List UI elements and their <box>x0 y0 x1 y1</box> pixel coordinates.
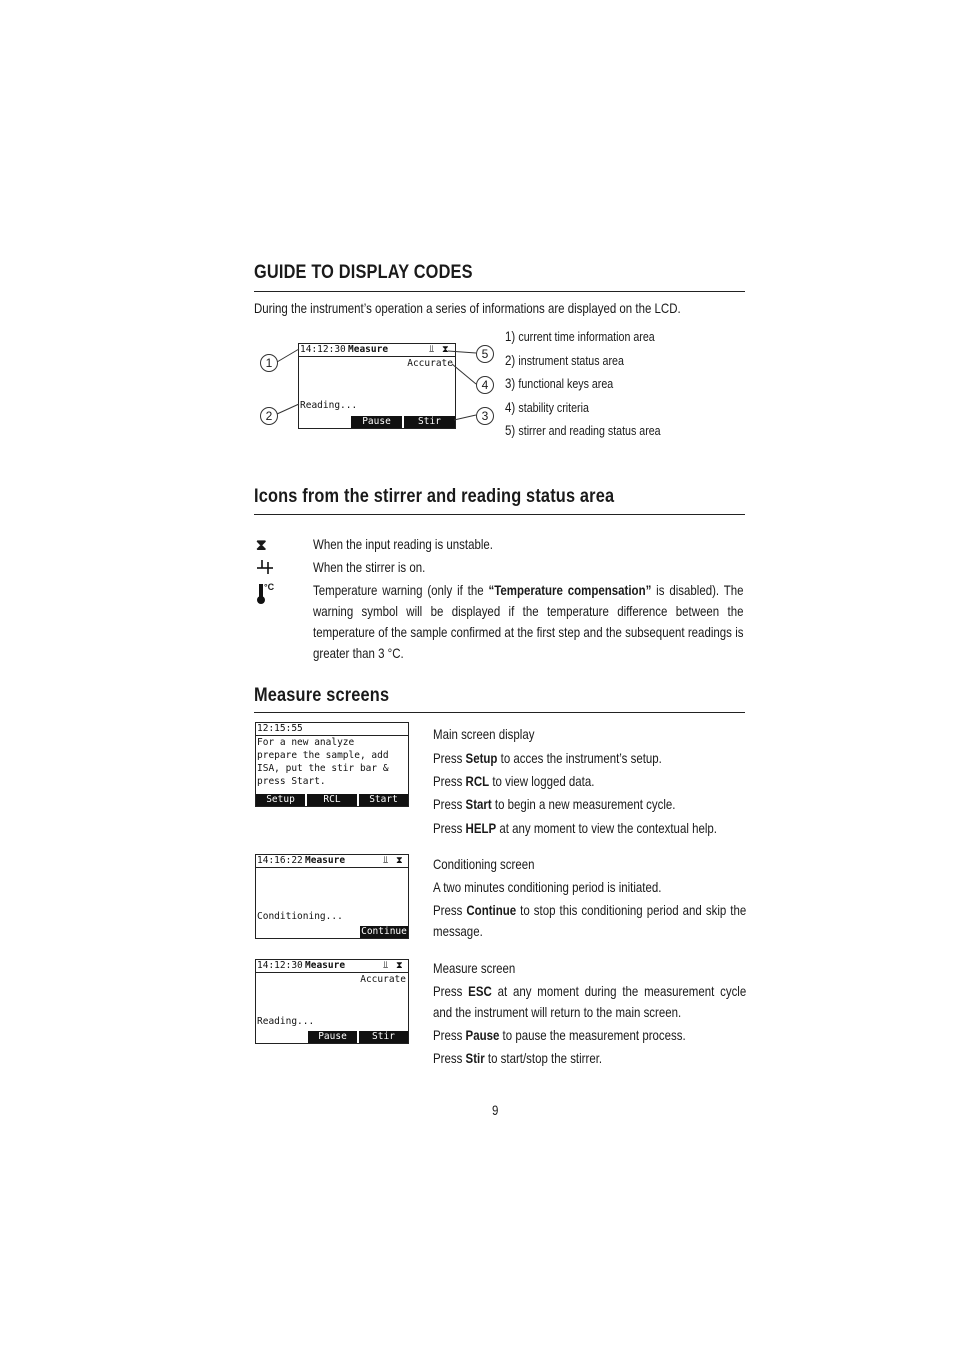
lcd-line: press Start. <box>257 776 326 787</box>
esc-instruction: Press ESC at any moment during the measurement cycle and the instrument will return to the main screen. <box>433 983 747 1020</box>
conditioning-text: A two minutes conditioning period is initiated. <box>433 879 662 895</box>
lcd-mode: Measure <box>305 855 346 866</box>
lcd-key-setup: Setup <box>256 794 305 806</box>
lcd-key-stir: Stir <box>404 416 455 428</box>
hourglass-icon: ⧗ <box>396 855 403 866</box>
stirrer-icon: ⫫ <box>383 960 389 971</box>
section-rule <box>254 514 745 515</box>
instruction-line: Press Start to begin a new measurement cycle. <box>433 796 676 812</box>
lcd-mode: Measure <box>305 960 346 971</box>
conditioning-heading: Conditioning screen <box>433 856 535 872</box>
temperature-warning-icon: °C <box>256 582 278 606</box>
section-title-display-codes: GUIDE TO DISPLAY CODES <box>254 262 473 283</box>
temperature-warning-text: Temperature warning (only if the “Temperature compensation” is disabled). The warning symbol will be displayed if the temperature difference between the temperature of the sample confirmed at the first step and the subsequent readings is greater than 3 °C. <box>313 582 744 661</box>
hourglass-icon: ⧗ <box>396 960 403 971</box>
callout-2: 2 <box>260 407 278 425</box>
instruction-line: Press Setup to acces the instrument’s setup. <box>433 750 662 766</box>
instruction-line: Press Pause to pause the measurement process. <box>433 1027 686 1043</box>
callout-1: 1 <box>260 354 278 372</box>
section-rule <box>254 712 745 713</box>
lcd-key-pause: Pause <box>308 1031 357 1043</box>
callout-5: 5 <box>476 345 494 363</box>
measure-screen-heading: Measure screen <box>433 960 516 976</box>
legend-item: 2) instrument status area <box>505 352 624 368</box>
intro-text: During the instrument’s operation a series of informations are displayed on the LCD. <box>254 300 681 316</box>
legend-item: 1) current time information area <box>505 328 655 344</box>
lcd-measure-screen <box>255 959 409 1044</box>
icon-description: When the input reading is unstable. <box>313 536 493 552</box>
section-title-icons: Icons from the stirrer and reading status area <box>254 486 615 507</box>
hourglass-icon: ⧗ <box>256 537 267 554</box>
lcd-line: ISA, put the stir bar & <box>257 763 389 774</box>
section-title-measure: Measure screens <box>254 685 390 706</box>
lcd-status: Accurate <box>407 358 453 369</box>
legend-item: 4) stability criteria <box>505 399 589 415</box>
lcd-conditioning-screen <box>255 854 409 939</box>
hourglass-icon: ⧗ <box>442 344 449 355</box>
lcd-status: Accurate <box>360 974 406 985</box>
stirrer-icon: ⫫ <box>429 344 435 355</box>
conditioning-continue-text: Press Continue to stop this conditioning period and skip the message. <box>433 902 747 939</box>
lcd-key-stir: Stir <box>359 1031 408 1043</box>
legend-item: 3) functional keys area <box>505 375 614 391</box>
lcd-key-pause: Pause <box>351 416 402 428</box>
lcd-message: Reading... <box>300 400 358 411</box>
lcd-main-screen <box>255 722 409 807</box>
instruction-line: Press Stir to start/stop the stirrer. <box>433 1050 603 1066</box>
lcd-key-start: Start <box>359 794 408 806</box>
lcd-key-rcl: RCL <box>307 794 357 806</box>
lcd-time: 14:12:30 <box>300 344 346 355</box>
instruction-line: Press RCL to view logged data. <box>433 773 595 789</box>
instruction-line: Press HELP at any moment to view the contextual help. <box>433 820 717 836</box>
stirrer-icon: ⫫ <box>383 855 389 866</box>
stirrer-icon <box>256 558 274 576</box>
main-screen-heading: Main screen display <box>433 726 535 742</box>
lcd-time: 14:16:22 <box>257 855 303 866</box>
callout-4: 4 <box>476 376 494 394</box>
lcd-mode: Measure <box>348 344 389 355</box>
page-number: 9 <box>492 1102 499 1118</box>
callout-3: 3 <box>476 407 494 425</box>
lcd-line: For a new analyze <box>257 737 355 748</box>
icon-description: When the stirrer is on. <box>313 559 426 575</box>
callout-lines <box>0 0 954 500</box>
lcd-time: 14:12:30 <box>257 960 303 971</box>
lcd-time: 12:15:55 <box>257 723 303 734</box>
lcd-message: Reading... <box>257 1016 315 1027</box>
lcd-line: prepare the sample, add <box>257 750 389 761</box>
lcd-key-continue: Continue <box>361 926 407 937</box>
legend-item: 5) stirrer and reading status area <box>505 422 661 438</box>
lcd-message: Conditioning... <box>257 911 343 922</box>
